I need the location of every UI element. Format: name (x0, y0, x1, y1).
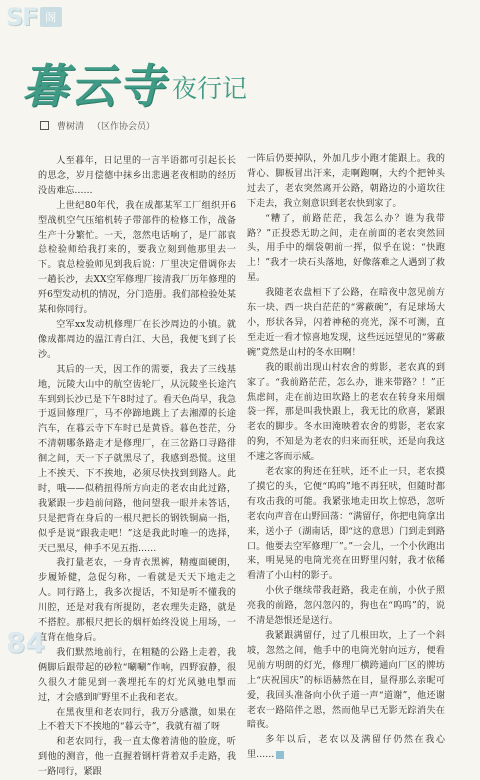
paragraph: 在黑夜里和老农同行，我万分感激，如果在上不着天下不挨地的“暮云寺”，我就有福了呀 (38, 707, 236, 733)
end-mark-icon (276, 751, 284, 759)
byline (40, 119, 155, 132)
page-number: 84 (6, 626, 45, 659)
paragraph: 我的眼前出现山村农舍的剪影，老农真的到家了。“我前路茫茫，怎么办，谁来带路？！”正焦虑间，走在前边田坎路上的老农在转身来用烟袋一挥，那是叫我快跟上，我无比的欣喜，紧跟老农的脚步。冬水田淹映着农舍的剪影，老农家的狗，不知是为老农的归来而狂吠，还是向我这不速之客而示威。 (247, 362, 445, 463)
magazine-logo (6, 4, 62, 30)
paragraph: 和老农同行，我一直太像着清他的脸庞，听到他的测音，他一直握着钢杆背着双手走路，我一路同行，紧跟 (38, 737, 236, 778)
logo-text: SF (6, 3, 38, 31)
paragraph: 我打量老农，一身青衣黑裤，精瘦面硬朗，步履矫健，急促匀称，一看就是天天下地走之人。同行路上，我多次提话，不知是听不懂我的川腔，还是对我有所提防，老农理失走路，就是不搭腔。那根尺把长的烟杆始终没说上用场，一直背在他身后。 (38, 558, 236, 643)
logo-seal-icon: 阁 (40, 7, 62, 27)
paragraph: 上世纪80年代，我在成都某军工厂组织开6型战机空气压缩机转子带部件的检修工作，战备生产十分繁忙。一天，忽然电话响了，是厂部袁总检验师给我打来的，要我立刻到他那里去一下。袁总检验师见到我后说：厂里决定借调你去一趟长沙，去XX空军修理厂接清我厂历年修理的歼6型发动机的情况，分门造册。我们部检验处某某和你同行。 (38, 200, 236, 316)
paragraph: 我紧跟满留仔，过了几根田坎，上了一个斜坡，忽然之间，他手中的电筒光射向远方，便看见前方明朗的灯光，修理厂横跨通向厂区的牌坊上“庆祝国庆”的标语赫然在目，显得那么亲昵可爱，我回头准备向小伙子道一声“道谢”，他还谢老农一路陪伴之恩，然而他早已无影无踪消失在暗夜。 (247, 631, 445, 731)
left-column (38, 154, 236, 780)
paragraph: 我随老农盘桓下了公路，在暗夜中忽见前方东一块、西一块白茫茫的“雾蔽碗”，有足球场大小，形状各异，闪着神秘的亮光，深不可测，直至走近一看才惊喜地发现，这些远远望见的“雾蔽碗”竟然是山村的冬水田啊！ (247, 288, 445, 358)
paragraph: 老农家的狗还在狂吠，还不止一只，老农摸了摸它的头，它便“呜呜”地不再狂吠，但随时都有攻击我的可能。我紧张地走田坎上惊恐，忽听老农向声音在山野回荡：“满留仔，你把电筒拿出来，送小子（湖南话，即“这的意思）门到走到路口。他要去空军修理厂”。”一会儿，一个小伙跑出来，明晃晃的电筒光亮在田野里闪射，我才依稀看清了小山村的影子。 (247, 467, 445, 582)
title-main: 暮云寺 (22, 59, 166, 113)
author-note: （区作协会员） (92, 122, 156, 132)
paragraph: 小伙子继续带我赶路，我走在前，小伙子照亮我的前路，忽闪忽闪的，狗也在“呜呜”的，说不清是怨恨还是送行。 (247, 586, 445, 627)
article-title (22, 54, 247, 114)
paragraph: 人至暮年，日记里的一言半语都可引起长长的思念，岁月偿德中抹乡出悲遇老夜相助的经历没齿难忘…… (38, 156, 236, 196)
paragraph: 我们默然地前行，在粗糙的公路上走着，我俩脚后跟带起的砂粒“唰唰”作响，四野寂静，很久很久才能见到一袭埋托车的灯光风驰电掣而过，才会感到旷野里不止我和老农。 (38, 647, 236, 703)
paragraph: 空军xx发动机修理厂在长沙周边的小镇。就像成都周边的温江青白江、大邑，我便飞到了长沙。 (38, 319, 236, 360)
title-sub: 夜行记 (172, 74, 248, 103)
paragraph: 其后的一天，因工作的需要，我去了三线基地，沅陵大山中的航空齿轮厂，从沅陵坐长途汽车到到长沙已是下午8时过了。看天色尚早，我急于返回修理厂，马不停蹄地跳上了去湘潭的长途汽车，在暮云寺下车时已是黄昏。暮色苍茫，分不清朝哪条路走才是修理厂，在三岔路口寻路徘徊之间，天一下子就黑尽了，我感到恐慌。这里上不挨天、下不挨地，必须尽快找到到路人。此时，哦——似稍扭得所方向走的老农由此过路，我紧跟一步趋前问路，他问望我一眼并未答话，只是把背在身后的一根尺把长的钢铁铜扁一指，似乎是说“跟我走吧！”这是我此时唯一的选择，天已黑尽，伸手不见五指…… (38, 364, 236, 554)
author-name: 曹树清 (57, 122, 85, 132)
paragraph: “糟了，前路茫茫，我怎么办？谁为我带路？”正投恐无助之间，走在前面的老农突然回头，用手中的烟袋朝前一挥，似乎在说：“快跑上！”我才一块石头落地，好像落难之人遇到了救星。 (247, 213, 445, 284)
paragraph: 一阵后仍要掉队，外加几步小跑才能跟上。我的背心、脚板冒出汗来，走啊跑啊，大约个把钟头过去了，老农突然离开公路，朝路边的小道坎往下走去，我立刻意识到老农快到家了。 (247, 154, 445, 209)
square-bullet-icon (40, 121, 49, 130)
paragraph: 多年以后，老农以及满留仔仍然在我心里…… (247, 735, 445, 761)
right-column (247, 152, 445, 763)
